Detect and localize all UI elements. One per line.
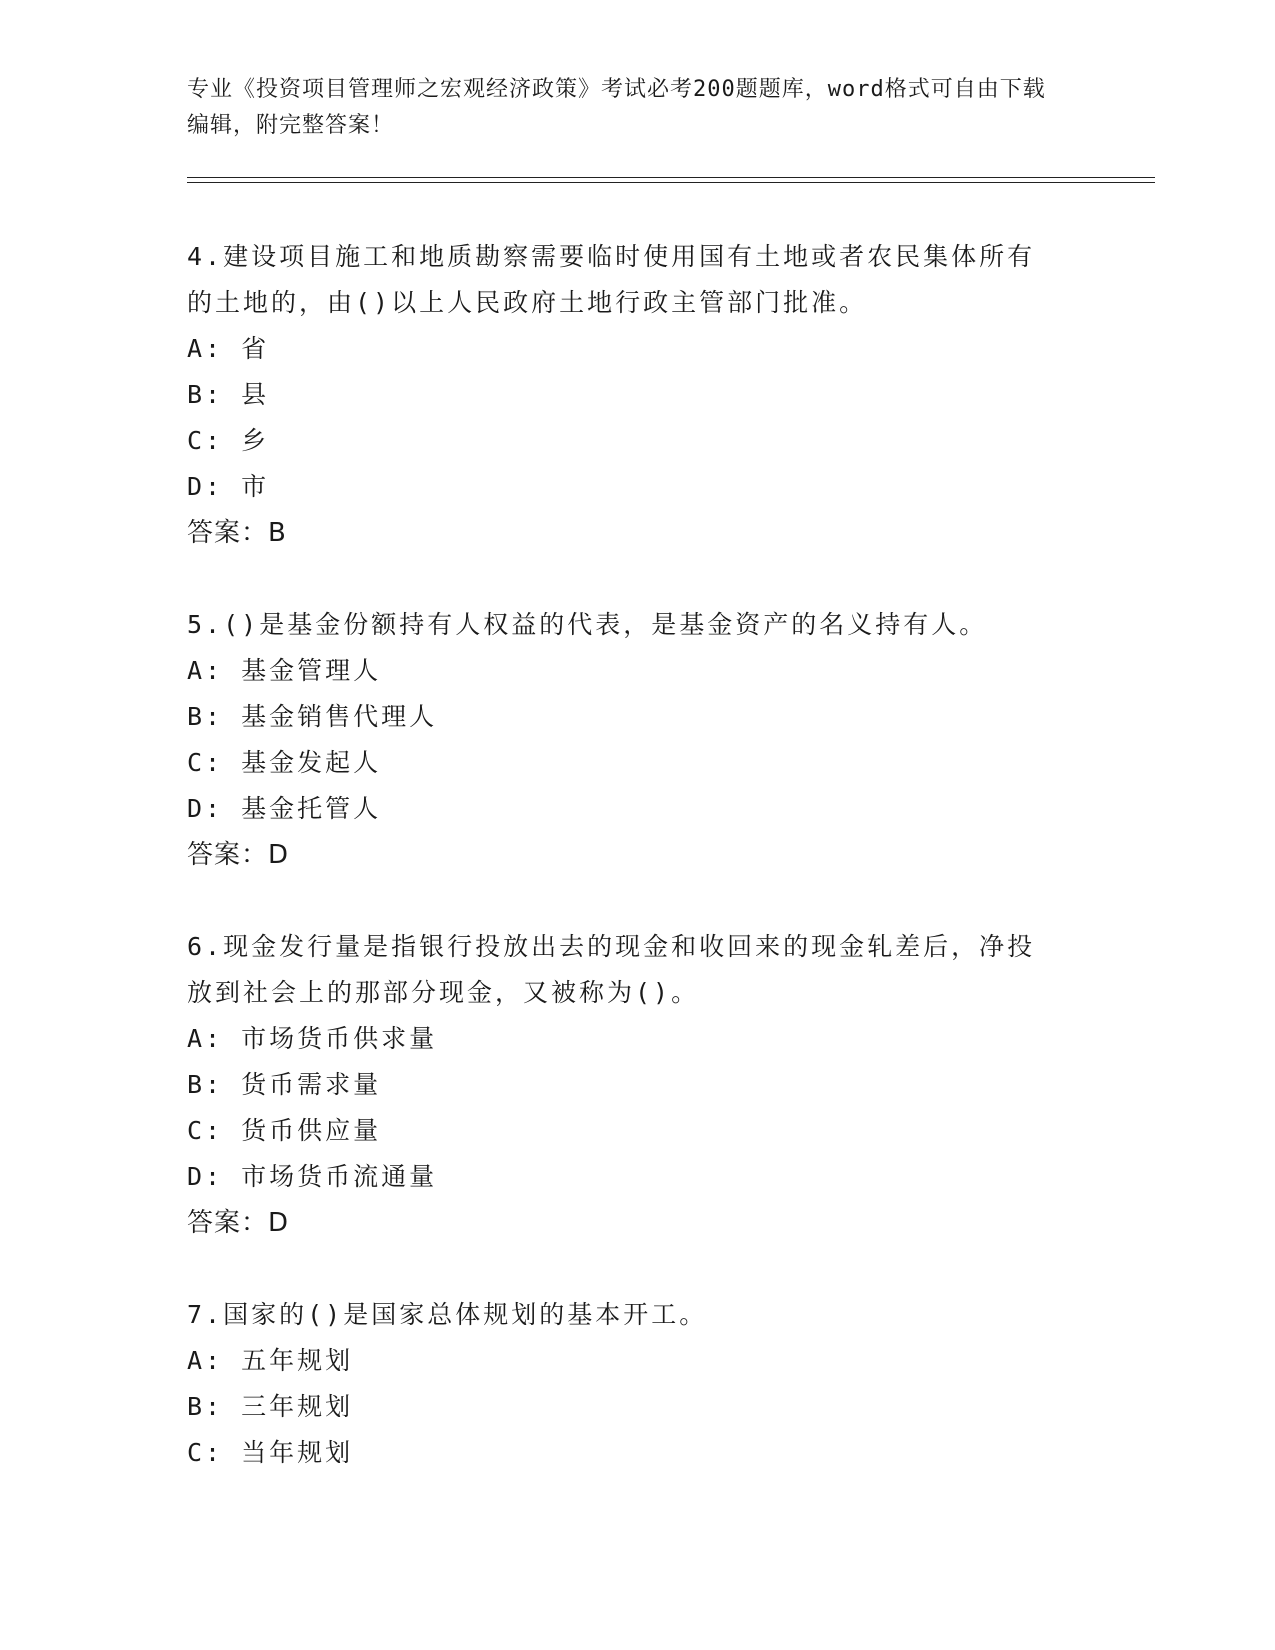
question-7	[187, 1292, 1067, 1476]
document-header: 专业《投资项目管理师之宏观经济政策》考试必考200题题库，word格式可自由下载编辑，附完整答案！	[187, 77, 1046, 138]
question-stem: 的土地的，由()以上人民政府土地行政主管部门批准。	[187, 288, 868, 317]
question-4	[187, 234, 1067, 556]
header-divider-top	[187, 177, 1155, 178]
question-stem: 7.国家的()是国家总体规划的基本开工。	[187, 1300, 708, 1329]
answer-label: 答案：D	[187, 1208, 290, 1238]
question-5	[187, 602, 1067, 878]
question-6	[187, 924, 1067, 1246]
option-d: D: 基金托管人	[187, 794, 382, 823]
option-d: D: 市场货币流通量	[187, 1162, 438, 1191]
option-c: C: 当年规划	[187, 1438, 354, 1467]
question-stem: 4.建设项目施工和地质勘察需要临时使用国有土地或者农民集体所有	[187, 242, 1036, 271]
option-a: A: 市场货币供求量	[187, 1024, 438, 1053]
question-list	[187, 234, 1067, 1522]
option-d: D: 市	[187, 472, 270, 501]
answer-label: 答案：D	[187, 840, 290, 870]
question-stem: 放到社会上的那部分现金，又被称为()。	[187, 978, 700, 1007]
option-b: B: 基金销售代理人	[187, 702, 438, 731]
option-a: A: 省	[187, 334, 270, 363]
option-c: C: 乡	[187, 426, 270, 455]
answer-label: 答案：B	[187, 518, 287, 548]
option-a: A: 基金管理人	[187, 656, 382, 685]
option-b: B: 县	[187, 380, 270, 409]
question-stem: 5.()是基金份额持有人权益的代表，是基金资产的名义持有人。	[187, 610, 988, 639]
option-b: B: 货币需求量	[187, 1070, 382, 1099]
option-b: B: 三年规划	[187, 1392, 354, 1421]
option-c: C: 货币供应量	[187, 1116, 382, 1145]
header-divider-bottom	[187, 182, 1155, 183]
option-a: A: 五年规划	[187, 1346, 354, 1375]
option-c: C: 基金发起人	[187, 748, 382, 777]
question-stem: 6.现金发行量是指银行投放出去的现金和收回来的现金轧差后，净投	[187, 932, 1036, 961]
